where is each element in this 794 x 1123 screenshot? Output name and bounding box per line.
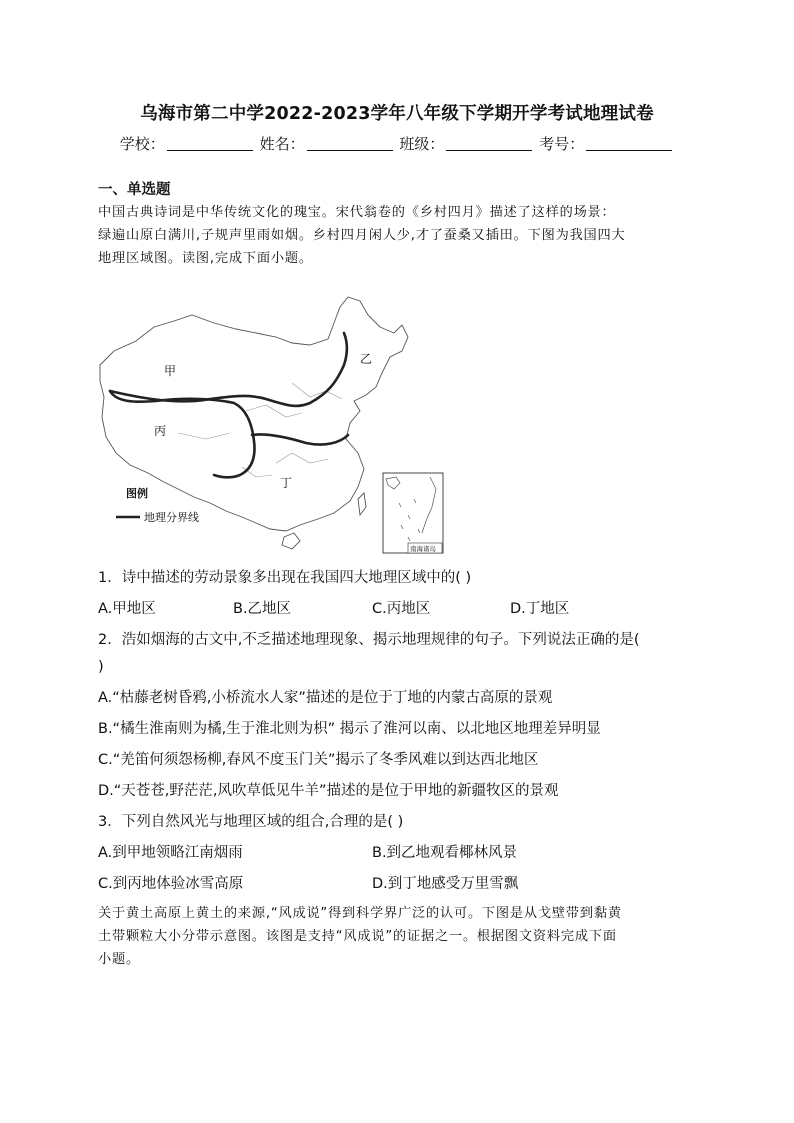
- section-title: 一、单选题: [98, 182, 171, 198]
- intro1-line: 中国古典诗词是中华传统文化的瑰宝。宋代翁卷的《乡村四月》描述了这样的场景：: [98, 205, 616, 220]
- question-3-stem: 3．下列自然风光与地理区域的组合,合理的是( ): [98, 814, 404, 830]
- q2-option-b[interactable]: B.“橘生淮南则为橘,生于淮北则为枳” 揭示了淮河以南、以北地区地理差异明显: [98, 721, 601, 737]
- exam-number-label: 考号：: [539, 135, 585, 153]
- region-label-yi: 乙: [360, 352, 373, 366]
- q3-option-a[interactable]: A.到甲地领略江南烟雨: [98, 845, 243, 861]
- q3-option-b[interactable]: B.到乙地观看椰林风景: [372, 845, 518, 861]
- q1-option-a[interactable]: A.甲地区: [98, 601, 156, 617]
- intro2-line: 关于黄土高原上黄土的来源,“风成说”得到科学界广泛的认可。下图是从戈壁带到黏黄: [98, 906, 622, 921]
- divider-north-northwest: [110, 333, 347, 406]
- school-label: 学校：: [119, 135, 165, 153]
- intro1-line: 地理区域图。读图,完成下面小题。: [98, 251, 313, 266]
- inset-label: 南海诸岛: [410, 545, 436, 553]
- name-blank[interactable]: [307, 136, 393, 151]
- q1-option-d[interactable]: D.丁地区: [510, 601, 570, 617]
- question-1-stem: 1．诗中描述的劳动景象多出现在我国四大地理区域中的( ): [98, 570, 472, 586]
- region-label-bing: 丙: [154, 424, 167, 438]
- divider-qinling-huaihe: [252, 434, 348, 444]
- class-label: 班级：: [399, 135, 445, 153]
- q1-option-c[interactable]: C.丙地区: [372, 601, 431, 617]
- q2-option-c[interactable]: C.“羌笛何须怨杨柳,春风不度玉门关”揭示了冬季风难以到达西北地区: [98, 752, 539, 768]
- hainan-island: [282, 533, 300, 549]
- student-info-line: [0, 133, 794, 154]
- legend-item-label: 地理分界线: [144, 511, 199, 524]
- question-2-stem: 2．浩如烟海的古文中,不乏描述地理现象、揭示地理规律的句子。下列说法正确的是(: [98, 632, 640, 648]
- intro2-line: 土带颗粒大小分带示意图。该图是支持“风成说”的证据之一。根据图文资料完成下面: [98, 929, 617, 944]
- intro1-line: 绿遍山原白满川,子规声里雨如烟。乡村四月闲人少,才了蚕桑又插田。下图为我国四大: [98, 228, 626, 243]
- map-figure: [96, 293, 448, 555]
- exam-number-blank[interactable]: [586, 136, 672, 151]
- region-label-jia: 甲: [164, 364, 177, 378]
- intro2-line: 小题。: [98, 952, 140, 967]
- intro-paragraph-2: [98, 902, 698, 971]
- south-china-sea-inset: [383, 473, 443, 553]
- region-label-ding: 丁: [280, 476, 293, 490]
- class-blank[interactable]: [446, 136, 532, 151]
- question-2-stem-cont: ): [98, 659, 104, 675]
- legend-title: 图例: [126, 487, 148, 500]
- school-blank[interactable]: [167, 136, 253, 151]
- china-regions-map: [96, 293, 448, 555]
- name-label: 姓名：: [259, 135, 305, 153]
- q2-option-a[interactable]: A.“枯藤老树昏鸦,小桥流水人家”描述的是位于丁地的内蒙古高原的景观: [98, 690, 553, 706]
- q1-option-b[interactable]: B.乙地区: [233, 601, 292, 617]
- q3-option-c[interactable]: C.到丙地体验冰雪高原: [98, 876, 244, 892]
- taiwan-island: [358, 493, 366, 515]
- intro-paragraph-1: [98, 201, 698, 270]
- q3-option-d[interactable]: D.到丁地感受万里雪飘: [372, 876, 519, 892]
- q2-option-d[interactable]: D.“天苍苍,野茫茫,风吹草低见牛羊”描述的是位于甲地的新疆牧区的景观: [98, 783, 559, 799]
- exam-title: 乌海市第二中学2022-2023学年八年级下学期开学考试地理试卷: [140, 104, 654, 124]
